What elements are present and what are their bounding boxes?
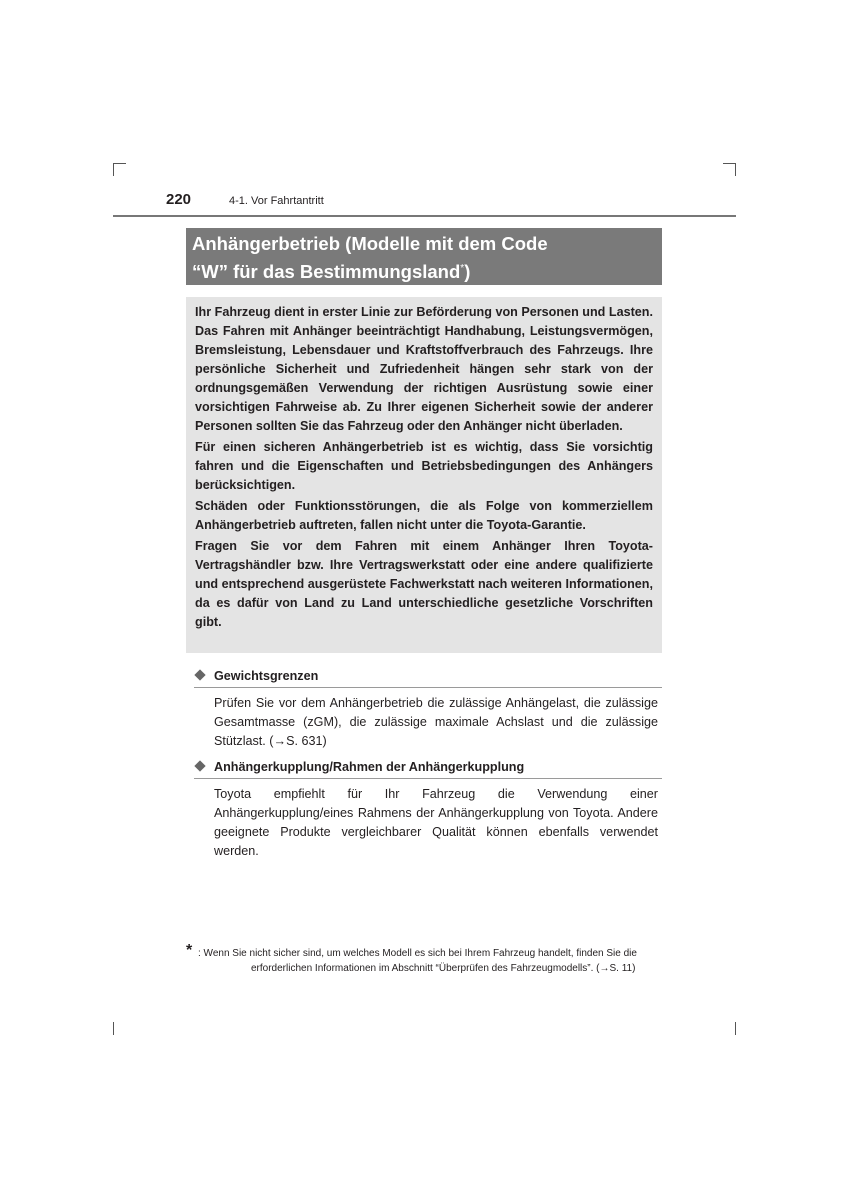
page-title	[186, 228, 662, 285]
intro-paragraph: Für einen sicheren Anhängerbetrieb ist es wichtig, dass Sie vorsichtig fahren und die Eigenschaften und Betriebsbedingungen des Anhängers berücksichtigen.	[195, 440, 653, 492]
crop-mark-top-right-v	[735, 163, 736, 176]
diamond-bullet-icon	[194, 669, 205, 680]
section-heading-trailer-hitch	[194, 758, 662, 779]
intro-paragraph: Schäden oder Funktionsstörungen, die als Folge von kommerziellem Anhängerbetrieb auftreten, fallen nicht unter die Toyota-Garantie.	[195, 499, 653, 532]
header-rule	[113, 215, 736, 217]
footnote-line-2: erforderlichen Informationen im Abschnitt “Überprüfen des Fahrzeugmodells”. (→S. 11)	[251, 963, 636, 974]
section-body-trailer-hitch: Toyota empfiehlt für Ihr Fahrzeug die Verwendung einer Anhängerkupplung/eines Rahmens der Anhängerkupplung von Toyota. Andere geeignete Produkte vergleichbarer Qualität können ebenfalls verwendet werden.	[214, 787, 658, 858]
section-heading-label: Anhängerkupplung/Rahmen der Anhängerkupplung	[214, 760, 525, 774]
title-line-1: Anhängerbetrieb (Modelle mit dem Code	[192, 233, 548, 254]
crop-mark-bottom-right-v	[735, 1022, 736, 1035]
intro-paragraph: Fragen Sie vor dem Fahren mit einem Anhänger Ihren Toyota-Vertragshändler bzw. Ihre Vertragswerkstatt oder eine andere qualifizierte und entsprechend ausgerüstete Fachwerkstatt nach weiteren Informationen, da es dafür von Land zu Land unterschiedliche gesetzliche Vorschriften gibt.	[195, 539, 653, 629]
diamond-bullet-icon	[194, 760, 205, 771]
section-heading-label: Gewichtsgrenzen	[214, 669, 319, 683]
crop-mark-top-left-h	[113, 163, 126, 164]
crop-mark-bottom-left-v	[113, 1022, 114, 1035]
section-heading-weight-limits	[194, 667, 662, 688]
crop-mark-top-left-v	[113, 163, 114, 176]
intro-paragraph: Ihr Fahrzeug dient in erster Linie zur Beförderung von Personen und Lasten. Das Fahren mit Anhänger beeinträchtigt Handhabung, Leistungsvermögen, Bremsleistung, Lebensdauer und Kraftstoffverbrauch des Fahrzeugs. Ihre persönliche Sicherheit und Zufriedenheit hängen sehr stark von der ordnungsgemäßen Verwendung der richtigen Ausrüstung sowie einer vorsichtigen Fahrweise ab. Zu Ihrer eigenen Sicherheit sowie der anderer Personen sollten Sie das Fahrzeug oder den Anhänger nicht überladen.	[195, 305, 653, 433]
footnote-line-1: : Wenn Sie nicht sicher sind, um welches Modell es sich bei Ihrem Fahrzeug handelt, finden Sie die	[198, 948, 637, 959]
page-number: 220	[166, 191, 192, 208]
section-label: 4-1. Vor Fahrtantritt	[229, 195, 324, 207]
intro-box	[186, 297, 662, 653]
title-asterisk: *	[460, 263, 465, 274]
title-line-2	[192, 256, 654, 284]
section-body-weight-limits: Prüfen Sie vor dem Anhängerbetrieb die zulässige Anhängelast, die zulässige Gesamtmasse (zGM), die zulässige maximale Achslast und die zulässige Stützlast. (→S. 631)	[214, 696, 658, 748]
title-line-2-text: “W” für das Bestimmungsland	[192, 261, 461, 282]
footnote-marker: *	[186, 942, 193, 959]
title-close: )	[464, 261, 471, 282]
